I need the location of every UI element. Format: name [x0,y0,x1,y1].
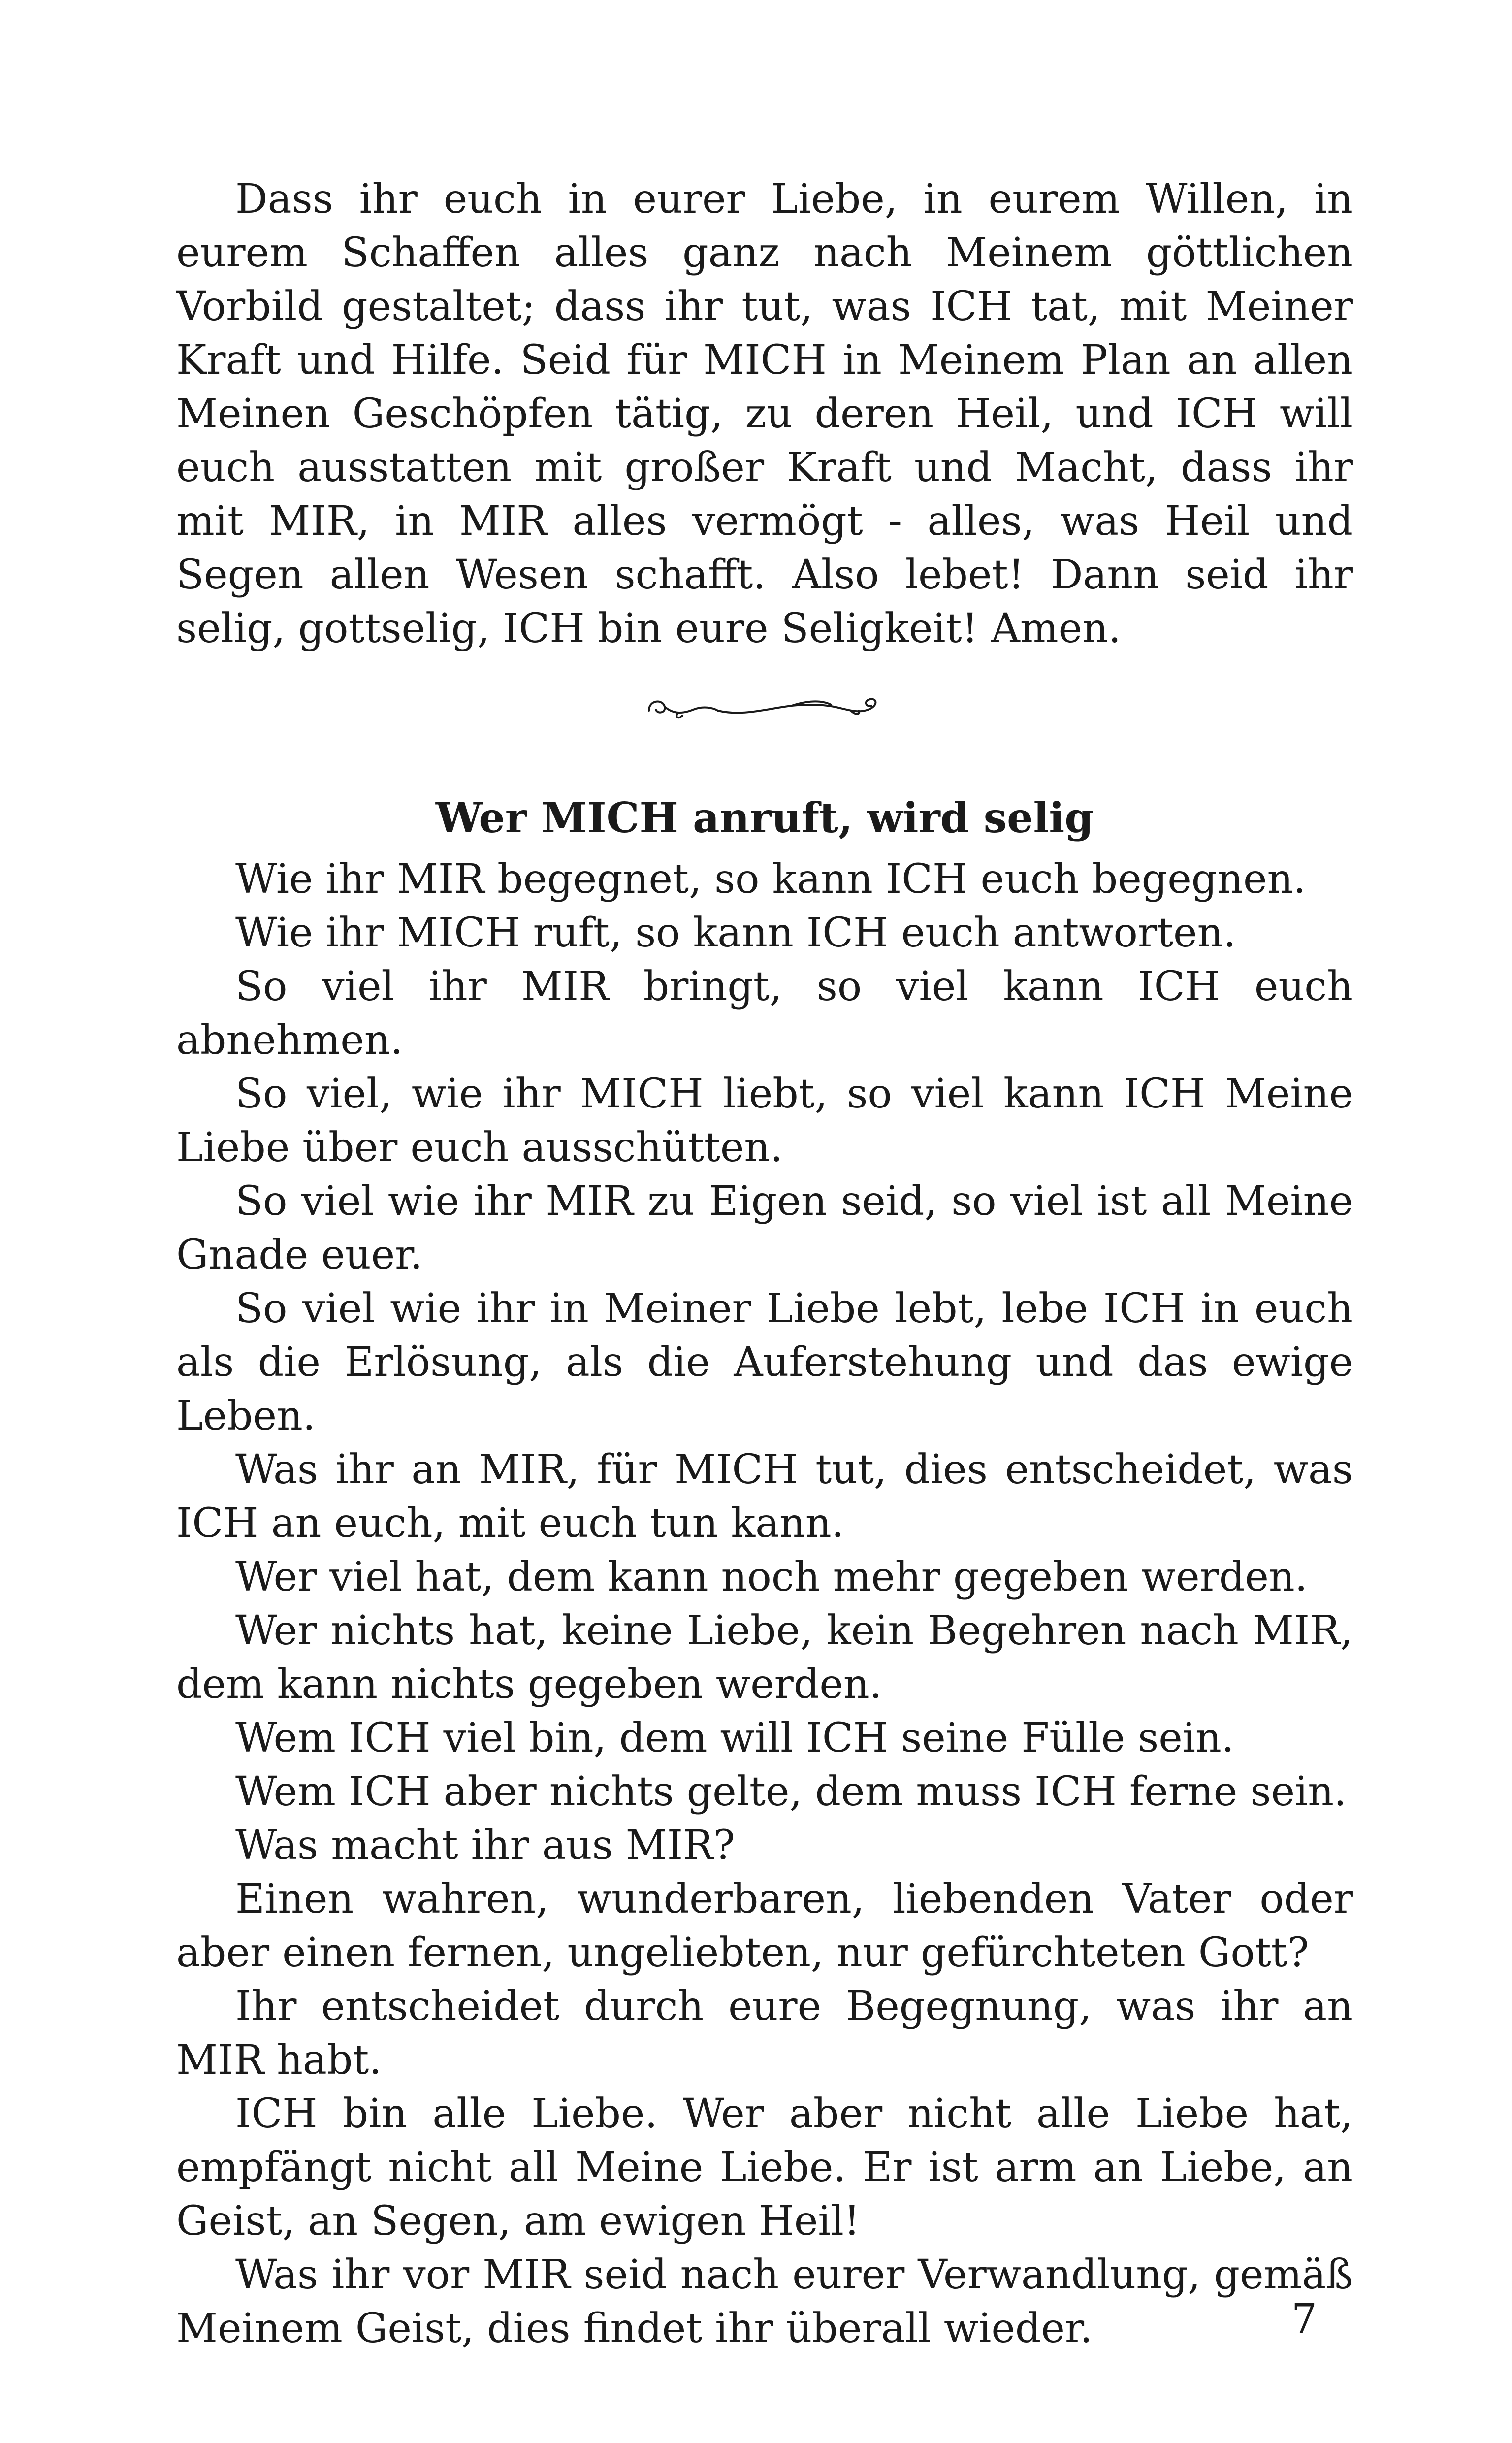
body-paragraph: So viel ihr MIR bringt, so viel kann ICH euch abnehmen. [176,963,1353,1064]
body-paragraph: Wem ICH aber nichts gelte, dem muss ICH ferne sein. [235,1768,1347,1815]
page-body [176,172,1353,2355]
body-paragraph: So viel wie ihr in Meiner Liebe lebt, lebe ICH in euch als die Erlösung, als die Auferstehung und das ewige Leben. [176,1285,1353,1439]
body-paragraph: Was macht ihr aus MIR? [235,1822,735,1869]
body-paragraph: So viel, wie ihr MICH liebt, so viel kann ICH Meine Liebe über euch ausschütten. [176,1071,1353,1171]
flourish-divider-icon [644,685,885,729]
body-paragraph: ICH bin alle Liebe. Wer aber nicht alle Liebe hat, empfängt nicht all Meine Liebe. Er ist arm an Liebe, an Geist, an Segen, am ewigen Heil! [176,2090,1353,2245]
ornament-divider [176,685,1353,729]
body-paragraph: Wie ihr MICH ruft, so kann ICH euch antworten. [235,910,1236,956]
body-paragraph: So viel wie ihr MIR zu Eigen seid, so viel ist all Meine Gnade euer. [176,1178,1353,1278]
body-paragraph: Wem ICH viel bin, dem will ICH seine Fülle sein. [235,1715,1234,1761]
page-number: 7 [1291,2296,1317,2343]
body-paragraph: Ihr entscheidet durch eure Begegnung, was ihr an MIR habt. [176,1983,1353,2084]
body-paragraph: Was ihr an MIR, für MICH tut, dies entscheidet, was ICH an euch, mit euch tun kann. [176,1446,1353,1547]
intro-paragraph: Dass ihr euch in eurer Liebe, in eurem Willen, in eurem Schaffen alles ganz nach Meinem göttlichen Vorbild gestaltet; dass ihr tut, was ICH tat, mit Meiner Kraft und Hilfe. Seid für MICH in Meinem Plan an allen Meinen Geschöpfen tätig, zu deren Heil, und ICH will euch ausstatten mit großer Kraft und Macht, dass ihr mit MIR, in MIR alles vermögt - alles, was Heil und Segen allen Wesen schafft. Also lebet! Dann seid ihr selig, gottselig, ICH bin eure Seligkeit! Amen. [176,176,1353,652]
body-paragraph: Wer viel hat, dem kann noch mehr gegeben werden. [235,1554,1308,1600]
body-paragraph: Einen wahren, wunderbaren, liebenden Vater oder aber einen fernen, ungeliebten, nur gefürchteten Gott? [176,1876,1353,1976]
section-title: Wer MICH anruft, wird selig [435,793,1094,842]
body-paragraph: Wer nichts hat, keine Liebe, kein Begehren nach MIR, dem kann nichts gegeben werden. [176,1607,1353,1708]
body-paragraph: Wie ihr MIR begegnet, so kann ICH euch begegnen. [235,856,1306,903]
body-paragraph: Was ihr vor MIR seid nach eurer Verwandlung, gemäß Meinem Geist, dies findet ihr überall wieder. [176,2251,1353,2352]
paragraph-list [176,852,1353,2355]
